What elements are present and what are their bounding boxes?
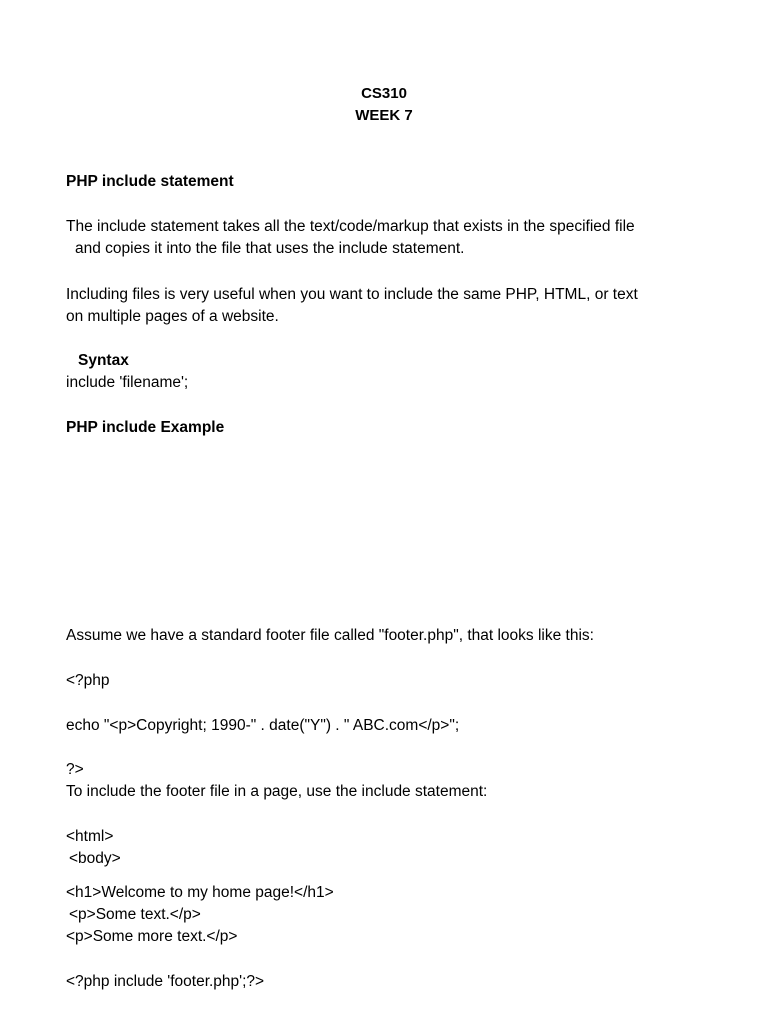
paragraph-2-line-2: on multiple pages of a website. <box>66 308 279 325</box>
syntax-heading: Syntax <box>78 352 129 369</box>
to-include-text: To include the footer file in a page, use the include statement: <box>66 783 488 800</box>
paragraph-some-more-text: <p>Some more text.</p> <box>66 928 238 945</box>
include-footer-line: <?php include 'footer.php';?> <box>66 973 265 990</box>
echo-line: echo "<p>Copyright; 1990-" . date("Y") . " ABC.com</p>"; <box>66 717 460 734</box>
include-statement-heading: PHP include statement <box>66 173 234 190</box>
assume-text: Assume we have a standard footer file called "footer.php", that looks like this: <box>66 627 594 644</box>
h1-line: <h1>Welcome to my home page!</h1> <box>66 884 334 901</box>
document-header <box>0 83 768 127</box>
body-open-tag: <body> <box>69 850 121 867</box>
example-heading: PHP include Example <box>66 419 225 436</box>
paragraph-2-line-1: Including files is very useful when you want to include the same PHP, HTML, or text <box>66 286 638 303</box>
paragraph-some-text: <p>Some text.</p> <box>69 906 201 923</box>
syntax-code: include 'filename'; <box>66 374 189 391</box>
html-open-tag: <html> <box>66 828 114 845</box>
php-open-tag: <?php <box>66 672 110 689</box>
course-code: CS310 <box>361 85 407 102</box>
paragraph-1-line-2: and copies it into the file that uses the include statement. <box>75 240 465 257</box>
week-label: WEEK 7 <box>355 107 413 124</box>
php-close-tag: ?> <box>66 761 84 778</box>
paragraph-1-line-1: The include statement takes all the text/code/markup that exists in the specified file <box>66 218 635 235</box>
